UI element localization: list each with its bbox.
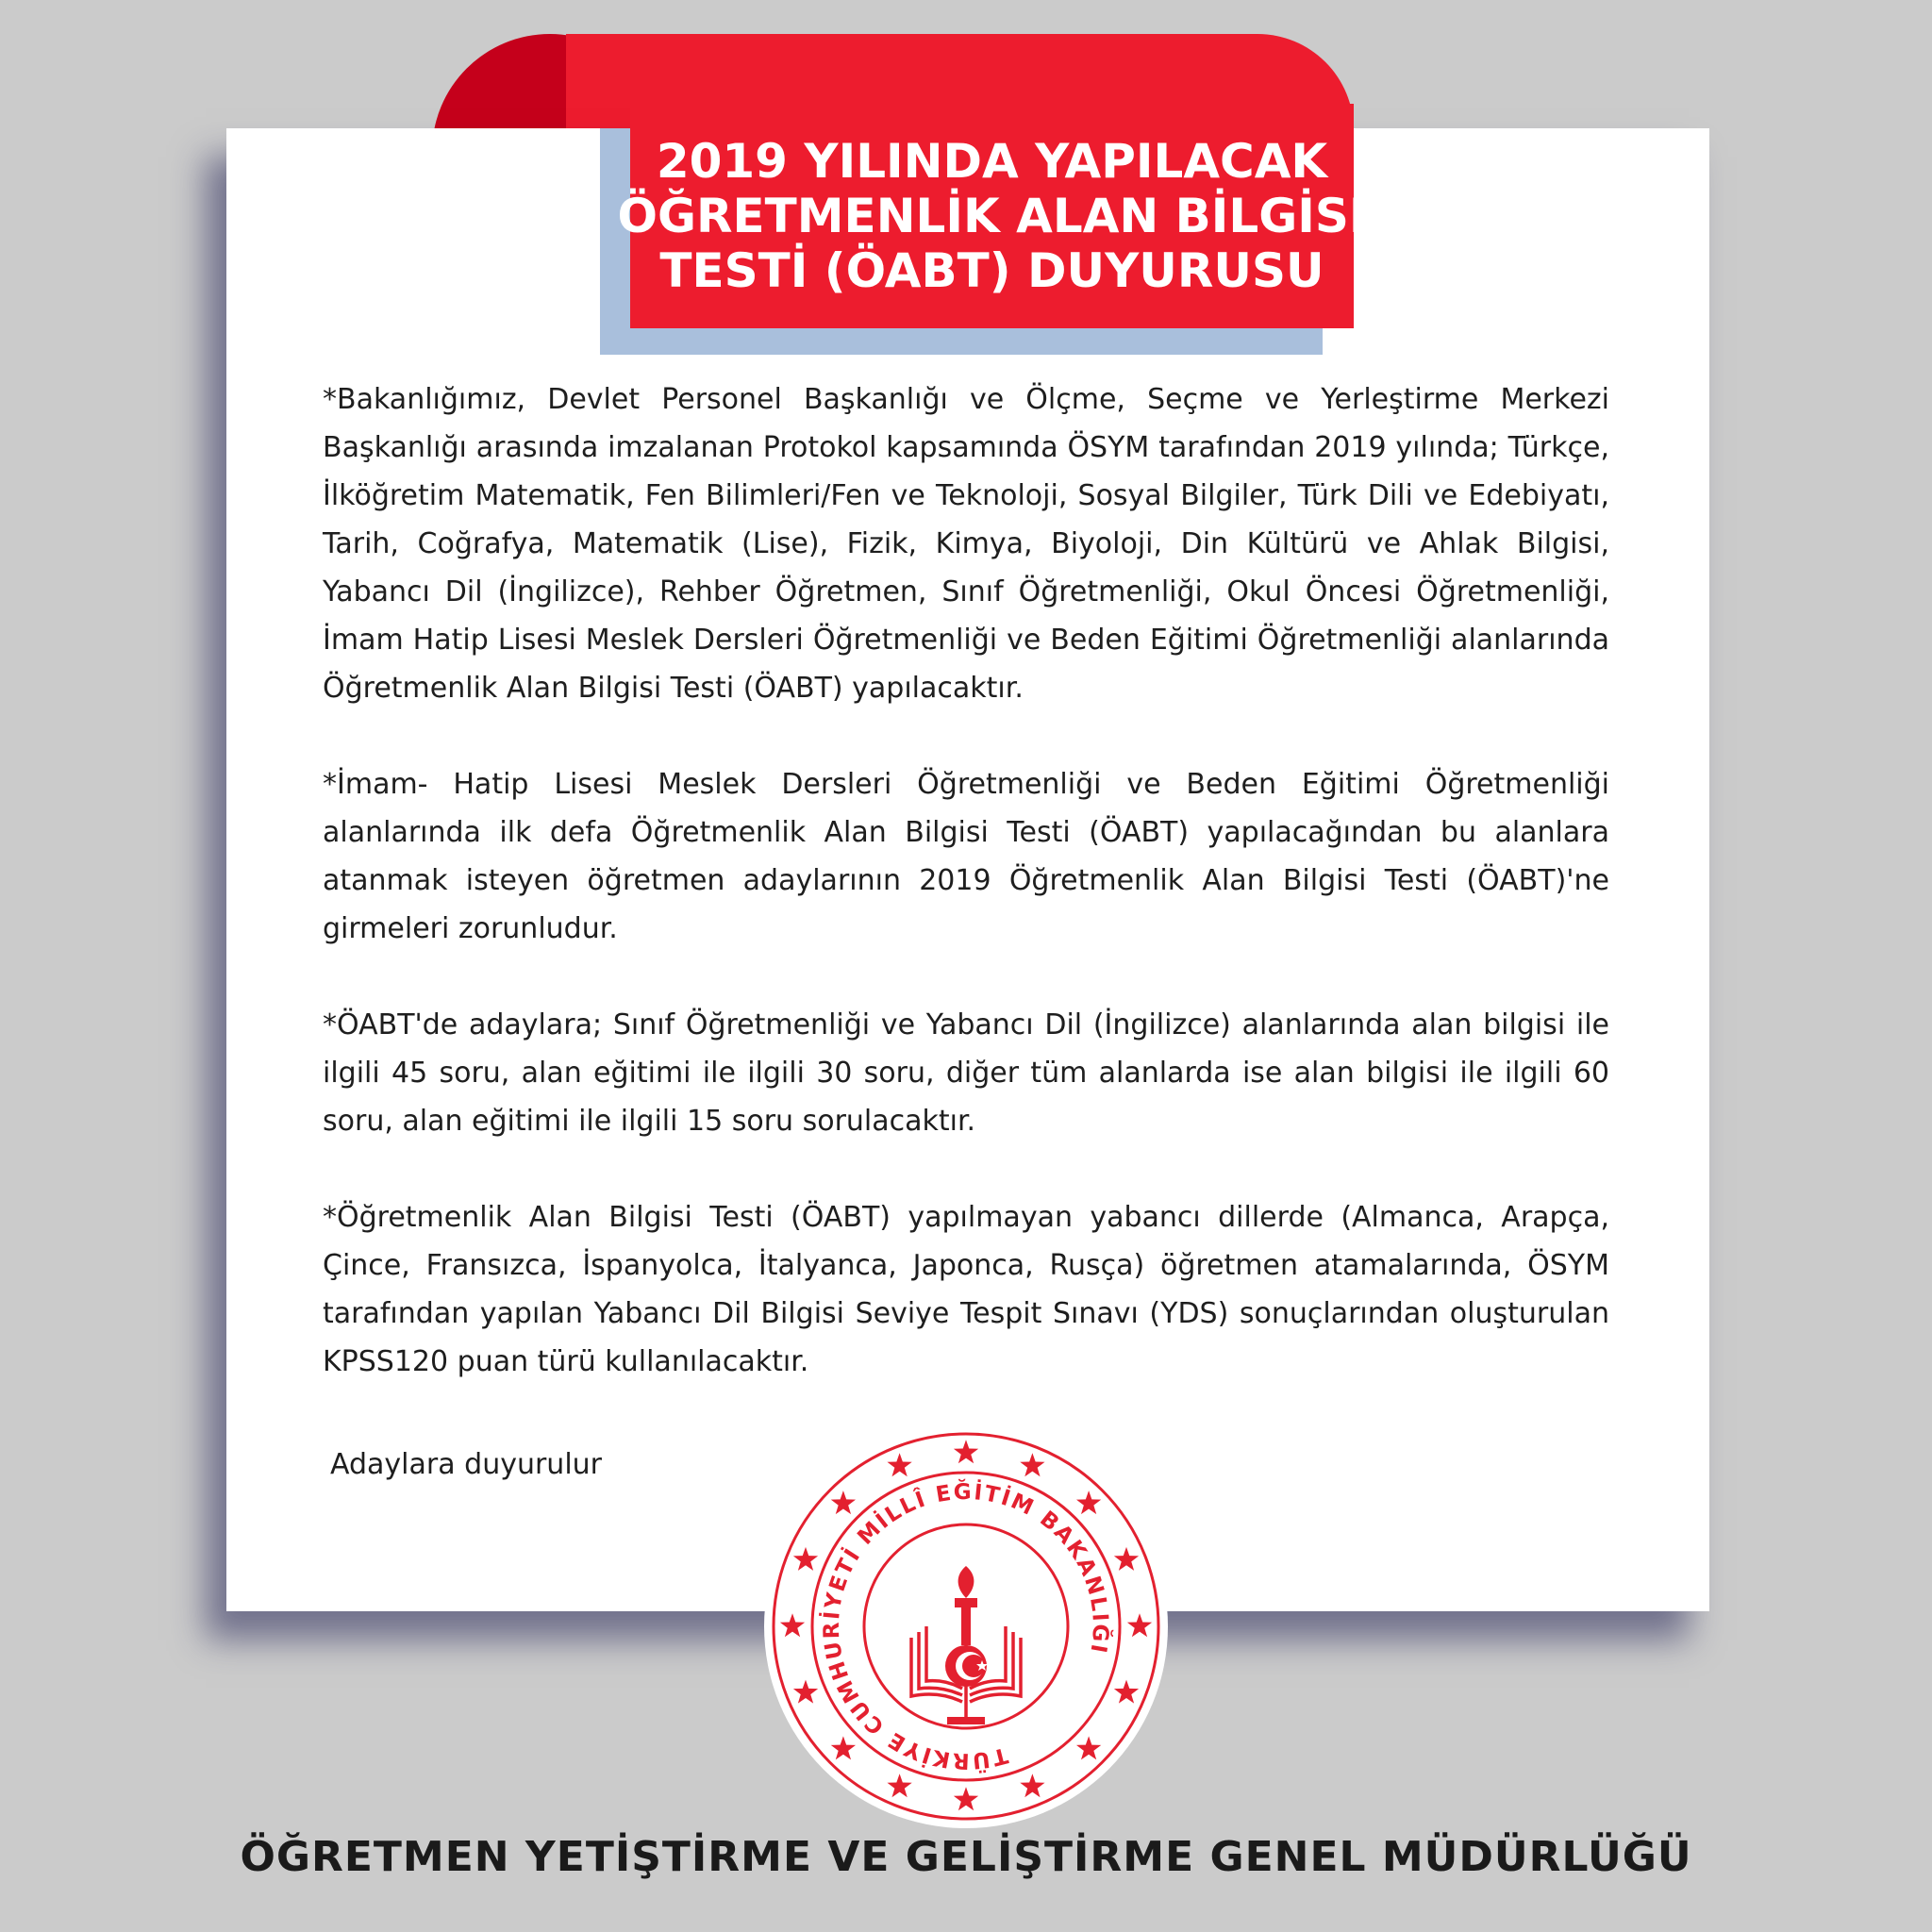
footer-department-name: ÖĞRETMEN YETİŞTİRME VE GELİŞTİRME GENEL MÜDÜRLÜĞÜ <box>240 1833 1692 1881</box>
title-line-1: 2019 YILINDA YAPILACAK <box>656 134 1328 189</box>
paragraph-1: *Bakanlığımız, Devlet Personel Başkanlığı ve Ölçme, Seçme ve Yerleştirme Merkezi Başkanlığı arasında imzalanan Protokol kapsamında ÖSYM tarafından 2019 yılında; Türkçe, İlköğretim Matematik, Fen Bilimleri/Fen ve Teknoloji, Sosyal Bilgiler, Türk Dili ve Edebiyatı, Tarih, Coğrafya, Matematik (Lise), Fizik, Kimya, Biyoloji, Din Kültürü ve Ahlak Bilgisi, Yabancı Dil (İngilizce), Rehber Öğretmen, Sınıf Öğretmenliği, Okul Öncesi Öğretmenliği, İmam Hatip Lisesi Meslek Dersleri Öğretmenliği ve Beden Eğitimi Öğretmenliği alanlarında Öğretmenlik Alan Bilgisi Testi (ÖABT) yapılacaktır. <box>323 383 1609 705</box>
title-banner <box>617 104 1367 328</box>
title-line-3: TESTİ (ÖABT) DUYURUSU <box>659 243 1324 298</box>
paragraph-3: *ÖABT'de adaylara; Sınıf Öğretmenliği ve Yabancı Dil (İngilizce) alanlarında alan bilgisi ile ilgili 45 soru, alan eğitimi ile ilgili 30 soru, diğer tüm alanlarda ise alan bilgisi ile ilgili 60 soru, alan eğitimi ile ilgili 15 soru sorulacaktır. <box>323 1008 1609 1138</box>
announcement-body <box>323 375 1609 1434</box>
seal-text: TÜRKİYE CUMHURİYETİ MİLLÎ EĞİTİM BAKANLIĞI <box>819 1479 1113 1774</box>
paragraph-2: *İmam- Hatip Lisesi Meslek Dersleri Öğretmenliği ve Beden Eğitimi Öğretmenliği alanlarında ilk defa Öğretmenlik Alan Bilgisi Testi (ÖABT) yapılacağından bu alanlara atanmak isteyen öğretmen adaylarının 2019 Öğretmenlik Alan Bilgisi Testi (ÖABT)'ne girmeleri zorunludur. <box>323 768 1609 945</box>
ministry-seal-icon <box>762 1423 1170 1830</box>
paragraph-4: *Öğretmenlik Alan Bilgisi Testi (ÖABT) yapılmayan yabancı dillerde (Almanca, Arapça, Çince, Fransızca, İspanyolca, İtalyanca, Japonca, Rusça) öğretmen atamalarında, ÖSYM tarafından yapılan Yabancı Dil Bilgisi Seviye Tespit Sınavı (YDS) sonuçlarından oluşturulan KPSS120 puan türü kullanılacaktır. <box>323 1201 1609 1378</box>
closing-line: Adaylara duyurulur <box>330 1448 603 1481</box>
title-line-2: ÖĞRETMENLİK ALAN BİLGİSİ <box>617 189 1367 243</box>
